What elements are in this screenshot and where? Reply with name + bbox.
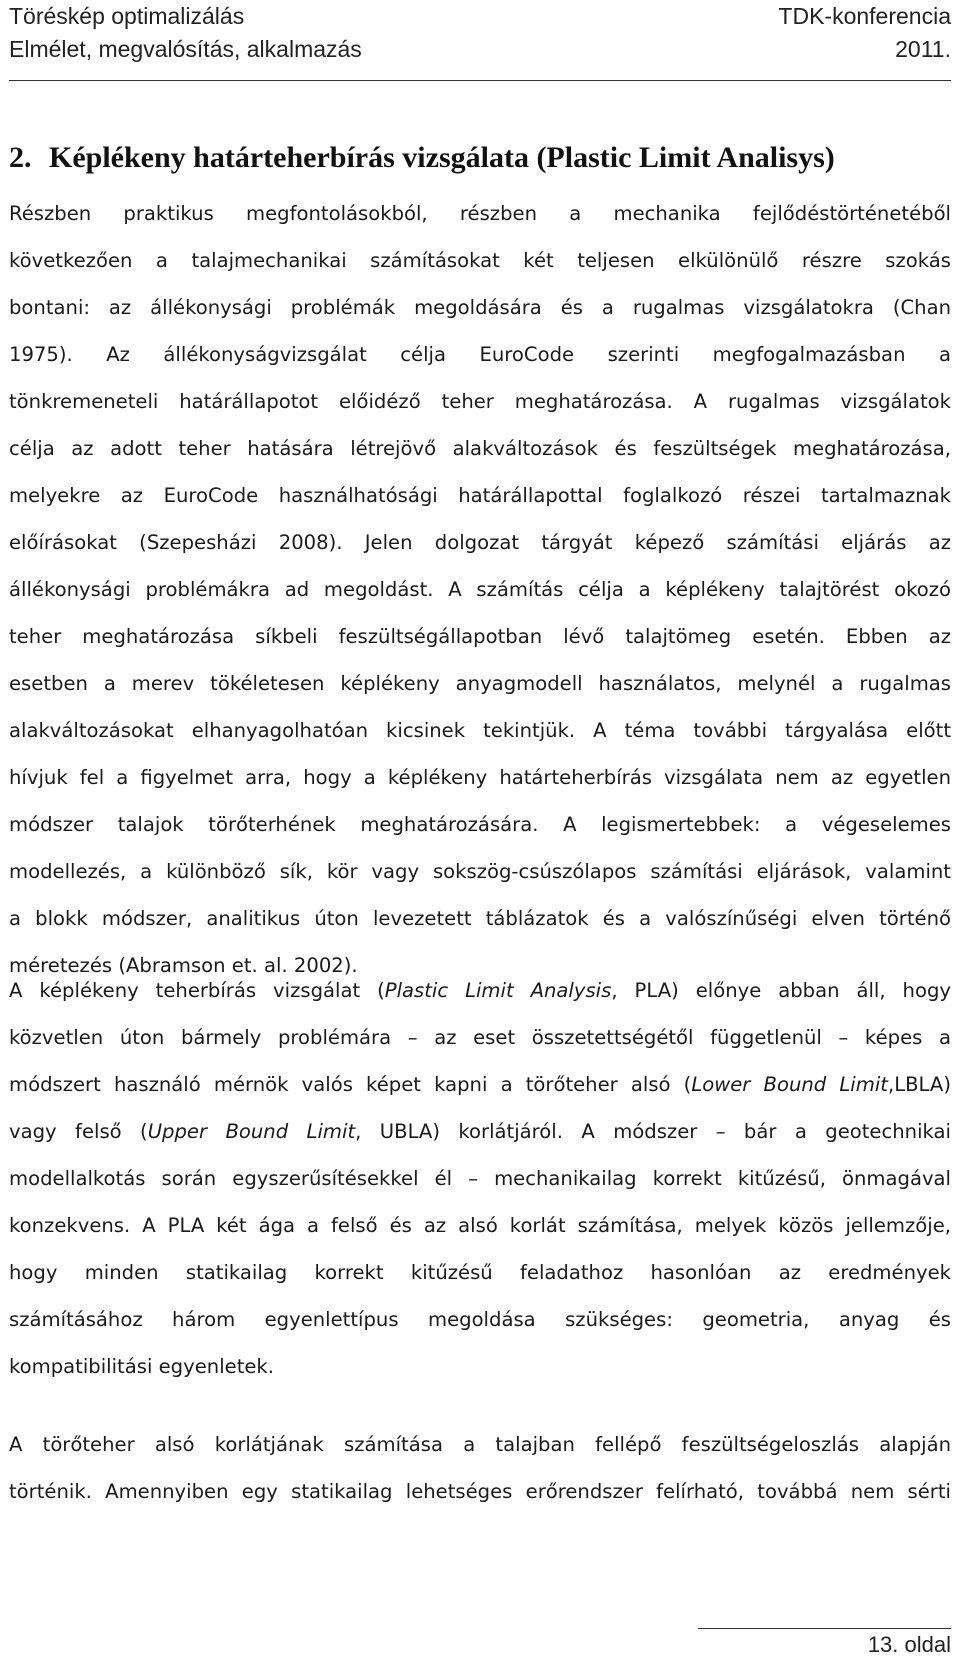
paragraph-line: melyekre az EuroCode használhatósági határállapottal foglalkozó részei tartalmaznak xyxy=(9,484,951,507)
paragraph-line: állékonysági problémákra ad megoldást. A számítás célja a képlékeny talajtörést okozó xyxy=(9,578,951,601)
paragraph-line: célja az adott teher hatására létrejövő alakváltozások és feszültségek meghatározása, xyxy=(9,437,951,460)
paragraph-line: előírásokat (Szepesházi 2008). Jelen dolgozat tárgyát képező számítási eljárás az xyxy=(9,531,951,554)
footer-divider xyxy=(698,1628,951,1629)
term-italic: Upper Bound Limit xyxy=(147,1120,356,1143)
paragraph-line: A törőteher alsó korlátjának számítása a talajban fellépő feszültségeloszlás alapján xyxy=(9,1433,951,1456)
section-title: Képlékeny határteherbírás vizsgálata (Plastic Limit Analisys) xyxy=(49,141,835,174)
paragraph-line: hogy minden statikailag korrekt kitűzésű feladathoz hasonlóan az eredmények xyxy=(9,1261,951,1284)
section-heading xyxy=(9,138,951,178)
header-subtitle: Elmélet, megvalósítás, alkalmazás xyxy=(9,36,362,62)
paragraph-line: történik. Amennyiben egy statikailag lehetséges erőrendszer felírható, továbbá nem sérti xyxy=(9,1480,951,1503)
paragraph-line: esetben a merev tökéletesen képlékeny anyagmodell használatos, melynél a rugalmas xyxy=(9,672,951,695)
paragraph-1 xyxy=(9,190,951,989)
running-header xyxy=(9,0,951,66)
text-run: , UBLA) korlátjáról. A módszer – bár a geotechnikai xyxy=(355,1120,951,1143)
paragraph-line: teher meghatározása síkbeli feszültségállapotban lévő talajtömeg esetén. Ebben az xyxy=(9,625,951,648)
header-title: Töréskép optimalizálás xyxy=(9,3,245,29)
header-divider xyxy=(9,80,951,81)
text-run: módszert használó mérnök valós képet kapni a törőteher alsó ( xyxy=(9,1073,692,1096)
paragraph-line: számításához három egyenlettípus megoldása szükséges: geometria, anyag és xyxy=(9,1308,951,1331)
paragraph-line: Részben praktikus megfontolásokból, részben a mechanika fejlődéstörténetéből xyxy=(9,202,951,225)
paragraph-line xyxy=(9,967,951,1014)
paragraph-line: tönkremeneteli határállapotot előidéző teher meghatározása. A rugalmas vizsgálatok xyxy=(9,390,951,413)
text-run: A képlékeny teherbírás vizsgálat ( xyxy=(9,979,385,1002)
header-conference: TDK-konferencia xyxy=(778,3,951,29)
text-run: ,LBLA) xyxy=(887,1073,951,1096)
term-italic: Plastic Limit Analysis xyxy=(384,979,612,1002)
paragraph-line: modellezés, a különböző sík, kör vagy sokszög-csúszólapos számítási eljárások, valamint xyxy=(9,860,951,883)
section-number: 2. xyxy=(9,141,32,174)
text-run: , PLA) előnye abban áll, hogy xyxy=(611,979,951,1002)
paragraph-line: konzekvens. A PLA két ága a felső és az alsó korlát számítása, melyek közös jellemzője, xyxy=(9,1214,951,1237)
page-number: 13. oldal xyxy=(867,1632,951,1657)
text-run: vagy felső ( xyxy=(9,1120,148,1143)
paragraph-line: a blokk módszer, analitikus úton levezetett táblázatok és a valószínűségi elven történő xyxy=(9,907,951,930)
paragraph-line: bontani: az állékonysági problémák megoldására és a rugalmas vizsgálatokra (Chan xyxy=(9,296,951,319)
paragraph-line xyxy=(9,1108,951,1155)
paragraph-line: méretezés (Abramson et. al. 2002). xyxy=(9,954,358,977)
paragraph-2 xyxy=(9,967,951,1390)
paragraph-line: hívjuk fel a figyelmet arra, hogy a képlékeny határteherbírás vizsgálata nem az egyetlen xyxy=(9,766,951,789)
paragraph-3 xyxy=(9,1421,951,1515)
paragraph-line: kompatibilitási egyenletek. xyxy=(9,1355,275,1378)
paragraph-line xyxy=(9,1061,951,1108)
paragraph-line: módszer talajok törőterhének meghatározására. A legismertebbek: a végeselemes xyxy=(9,813,951,836)
paragraph-line: modellalkotás során egyszerűsítésekkel él – mechanikailag korrekt kitűzésű, önmagával xyxy=(9,1167,951,1190)
paragraph-line: alakváltozásokat elhanyagolhatóan kicsinek tekintjük. A téma további tárgyalása előtt xyxy=(9,719,951,742)
paragraph-line: közvetlen úton bármely problémára – az eset összetettségétől függetlenül – képes a xyxy=(9,1026,951,1049)
paragraph-line: következően a talajmechanikai számításokat két teljesen elkülönülő részre szokás xyxy=(9,249,951,272)
header-year: 2011. xyxy=(895,36,951,62)
term-italic: Lower Bound Limit xyxy=(691,1073,888,1096)
paragraph-line: 1975). Az állékonyságvizsgálat célja EuroCode szerinti megfogalmazásban a xyxy=(9,343,951,366)
